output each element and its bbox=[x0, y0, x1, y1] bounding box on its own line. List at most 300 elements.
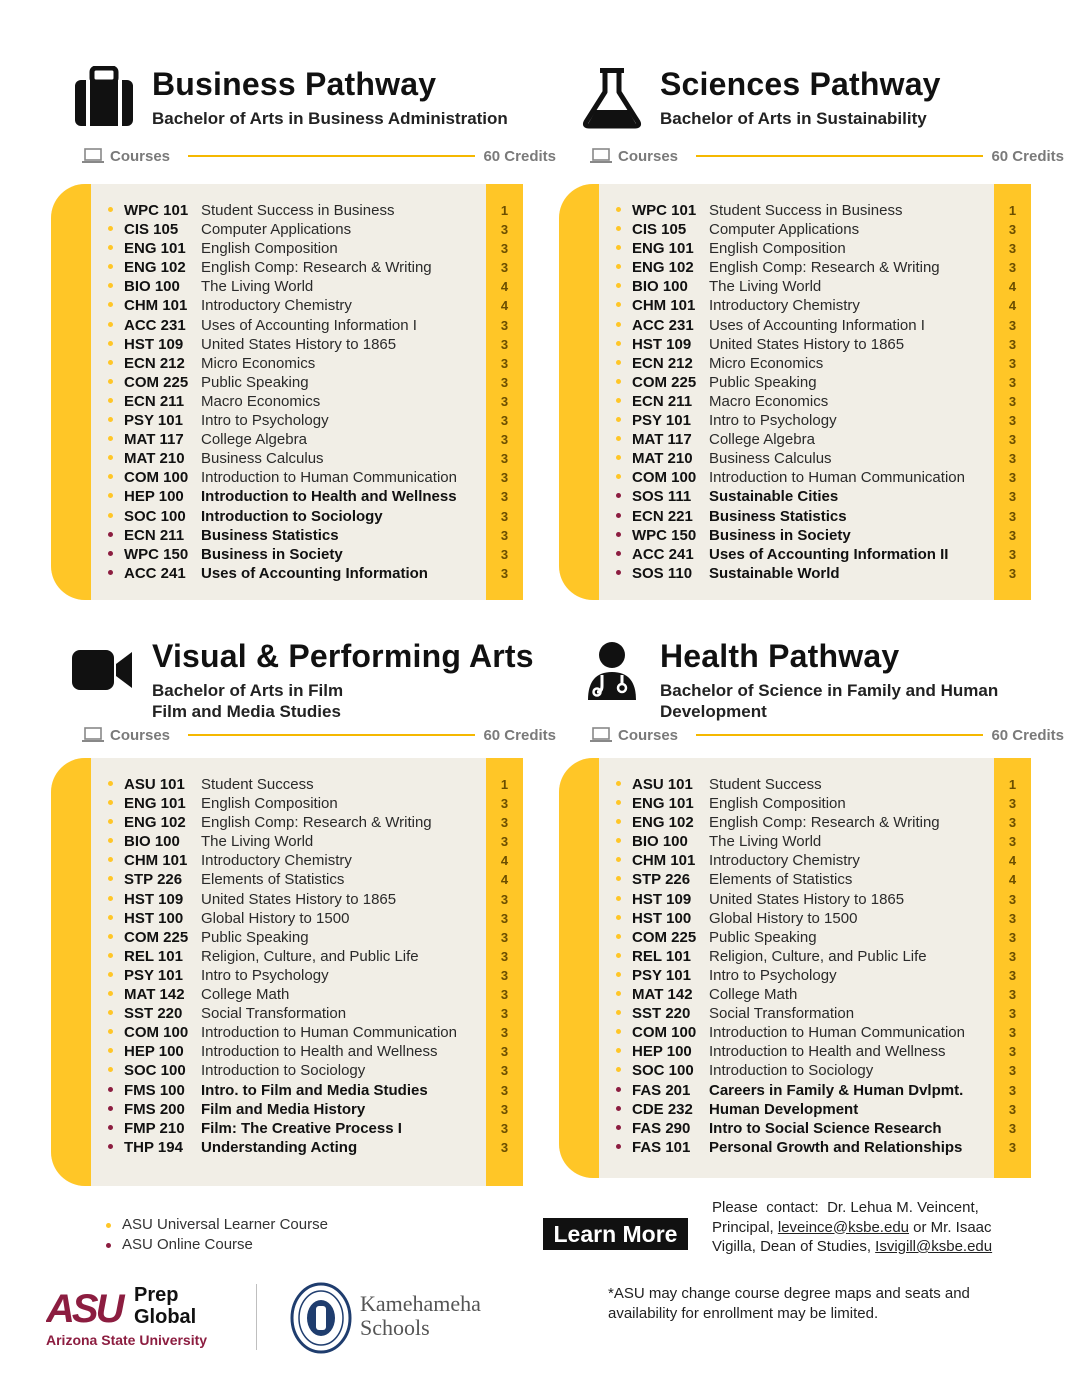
course-credits: 3 bbox=[1008, 910, 1017, 926]
course-code: CHM 101 bbox=[632, 297, 696, 315]
course-row bbox=[559, 1061, 1031, 1080]
gold-bullet-icon bbox=[616, 876, 621, 881]
course-credits: 3 bbox=[1008, 241, 1017, 257]
course-row bbox=[51, 487, 523, 506]
gold-bullet-icon bbox=[108, 417, 113, 422]
course-row bbox=[51, 392, 523, 411]
course-row bbox=[559, 1119, 1031, 1138]
gold-bullet-icon bbox=[108, 474, 113, 479]
maroon-bullet-icon bbox=[616, 551, 621, 556]
course-code: ENG 102 bbox=[124, 814, 186, 832]
course-credits: 1 bbox=[1008, 777, 1017, 792]
gold-bullet-icon bbox=[108, 493, 113, 498]
course-name: Introduction to Human Communication bbox=[709, 469, 965, 487]
gold-bullet-icon bbox=[616, 207, 621, 212]
laptop-icon bbox=[82, 148, 104, 164]
course-credits: 3 bbox=[1008, 1082, 1017, 1098]
course-code: COM 100 bbox=[632, 469, 697, 487]
course-row bbox=[559, 947, 1031, 966]
course-row bbox=[51, 354, 523, 373]
course-code: BIO 100 bbox=[632, 278, 688, 296]
course-code: CHM 101 bbox=[632, 852, 696, 870]
course-row bbox=[559, 354, 1031, 373]
course-name: Introductory Chemistry bbox=[709, 852, 860, 870]
course-code: ENG 102 bbox=[632, 814, 694, 832]
course-row bbox=[51, 316, 523, 335]
course-code: HST 109 bbox=[632, 335, 692, 353]
course-row bbox=[51, 1042, 523, 1061]
course-name: Uses of Accounting Information I bbox=[201, 316, 417, 334]
course-row bbox=[51, 1119, 523, 1138]
gold-bullet-icon bbox=[616, 398, 621, 403]
course-credits: 3 bbox=[500, 1025, 509, 1041]
gold-bullet-icon bbox=[616, 800, 621, 805]
course-credits: 4 bbox=[500, 279, 509, 295]
divider-line bbox=[188, 155, 475, 157]
asu-prep-global-text: Prep Global bbox=[134, 1284, 197, 1328]
gold-bullet-icon bbox=[616, 915, 621, 920]
course-code: ENG 102 bbox=[632, 259, 694, 277]
course-credits: 3 bbox=[500, 565, 509, 581]
course-code: BIO 100 bbox=[124, 833, 180, 851]
course-name: Business Calculus bbox=[709, 450, 832, 468]
gold-bullet-icon bbox=[108, 226, 113, 231]
course-row bbox=[51, 794, 523, 813]
course-name: Global History to 1500 bbox=[709, 909, 858, 927]
course-row bbox=[559, 335, 1031, 354]
course-name: Elements of Statistics bbox=[709, 871, 853, 889]
gold-bullet-icon bbox=[616, 436, 621, 441]
gold-bullet-icon bbox=[616, 1010, 621, 1015]
course-credits: 3 bbox=[1008, 451, 1017, 467]
course-row bbox=[51, 1081, 523, 1100]
course-row bbox=[51, 430, 523, 449]
course-name: Intro. to Film and Media Studies bbox=[201, 1081, 428, 1099]
course-code: SOS 110 bbox=[632, 564, 693, 582]
course-list bbox=[559, 201, 1031, 583]
course-row bbox=[559, 411, 1031, 430]
course-code: COM 100 bbox=[124, 469, 189, 487]
course-code: ECN 221 bbox=[632, 507, 693, 525]
course-name: Introduction to Health and Wellness bbox=[709, 1043, 946, 1061]
gold-bullet-icon bbox=[108, 876, 113, 881]
course-code: FMS 200 bbox=[124, 1100, 185, 1118]
course-name: Careers in Family & Human Dvlpmt. bbox=[709, 1081, 964, 1099]
course-name: College Math bbox=[709, 986, 798, 1004]
course-name: Intro to Psychology bbox=[709, 966, 837, 984]
course-name: Public Speaking bbox=[709, 928, 817, 946]
course-credits: 3 bbox=[1008, 948, 1017, 964]
pathway-title: Health Pathway bbox=[660, 638, 900, 674]
course-row bbox=[51, 1004, 523, 1023]
gold-bullet-icon bbox=[616, 245, 621, 250]
course-panel bbox=[559, 184, 1031, 600]
course-credits: 3 bbox=[1008, 891, 1017, 907]
course-name: Computer Applications bbox=[709, 221, 860, 239]
email-link-vigilla[interactable]: Isvigill@ksbe.edu bbox=[875, 1238, 993, 1255]
pathway-title: Business Pathway bbox=[152, 66, 437, 102]
pathway-subtitle: Bachelor of Science in Family and Human Development bbox=[660, 681, 999, 721]
course-row bbox=[51, 258, 523, 277]
course-name: Business in Society bbox=[201, 545, 343, 563]
course-name: The Living World bbox=[201, 278, 314, 296]
kamehameha-schools-text: Kamehameha Schools bbox=[360, 1291, 481, 1340]
course-name: English Comp: Research & Writing bbox=[709, 259, 940, 277]
divider-line bbox=[696, 155, 983, 157]
course-code: REL 101 bbox=[632, 947, 691, 965]
asu-university-name: Arizona State University bbox=[46, 1332, 208, 1348]
asu-prep-global-logo bbox=[46, 1286, 236, 1350]
course-row bbox=[559, 487, 1031, 506]
maroon-bullet-icon bbox=[616, 1125, 621, 1130]
course-name: Student Success bbox=[201, 776, 314, 793]
course-code: ENG 101 bbox=[124, 795, 186, 813]
maroon-bullet-icon bbox=[108, 1106, 113, 1111]
course-code: CHM 101 bbox=[124, 852, 188, 870]
course-credits: 3 bbox=[500, 393, 509, 409]
gold-bullet-icon bbox=[108, 264, 113, 269]
maroon-bullet-icon bbox=[108, 570, 113, 575]
course-code: CDE 232 bbox=[632, 1100, 693, 1118]
course-credits: 3 bbox=[1008, 967, 1017, 983]
gold-bullet-icon bbox=[108, 972, 113, 977]
course-code: ECN 212 bbox=[124, 354, 185, 372]
courses-header bbox=[590, 146, 1064, 166]
course-code: FAS 290 bbox=[632, 1119, 691, 1137]
course-credits: 3 bbox=[500, 336, 509, 352]
courses-header bbox=[82, 725, 556, 745]
course-code: HEP 100 bbox=[124, 488, 184, 506]
course-credits: 3 bbox=[500, 222, 509, 238]
course-credits: 1 bbox=[500, 203, 509, 218]
gold-bullet-icon bbox=[616, 474, 621, 479]
course-name: United States History to 1865 bbox=[709, 335, 905, 353]
course-credits: 3 bbox=[500, 891, 509, 907]
course-code: FAS 101 bbox=[632, 1138, 691, 1156]
course-credits: 3 bbox=[1008, 1139, 1017, 1155]
gold-bullet-icon bbox=[108, 283, 113, 288]
course-code: SOC 100 bbox=[124, 1062, 186, 1080]
course-row bbox=[559, 909, 1031, 928]
pathway-title: Visual & Performing Arts bbox=[152, 638, 534, 674]
course-code: COM 225 bbox=[632, 928, 697, 946]
course-row bbox=[559, 201, 1031, 220]
course-credits: 3 bbox=[500, 374, 509, 390]
course-credits: 3 bbox=[1008, 929, 1017, 945]
laptop-icon bbox=[590, 148, 612, 164]
course-name: College Math bbox=[201, 986, 290, 1004]
maroon-bullet-icon bbox=[108, 551, 113, 556]
course-credits: 3 bbox=[500, 796, 509, 812]
course-row bbox=[51, 928, 523, 947]
course-name: United States History to 1865 bbox=[709, 890, 905, 908]
course-code: CIS 105 bbox=[124, 221, 179, 239]
course-code: HEP 100 bbox=[124, 1043, 184, 1061]
course-row bbox=[559, 277, 1031, 296]
course-code: FMS 100 bbox=[124, 1081, 185, 1099]
course-row bbox=[559, 832, 1031, 851]
course-credits: 3 bbox=[500, 987, 509, 1003]
course-credits: 3 bbox=[1008, 355, 1017, 371]
course-name: Uses of Accounting Information I bbox=[709, 316, 925, 334]
credits-label: 60 Credits bbox=[483, 726, 556, 744]
course-name: Introduction to Human Communication bbox=[709, 1024, 965, 1042]
contact-info: Please contact: Dr. Lehua M. Veincent, Principal, leveince@ksbe.edu or Mr. Isaac Vigilla, Dean of Studies, Isvigill@ksbe.edu bbox=[712, 1199, 993, 1255]
course-code: BIO 100 bbox=[632, 833, 688, 851]
maroon-bullet-icon bbox=[108, 1087, 113, 1092]
gold-bullet-icon bbox=[108, 1029, 113, 1034]
course-code: CHM 101 bbox=[124, 297, 188, 315]
gold-bullet-icon bbox=[616, 857, 621, 862]
course-name: English Comp: Research & Writing bbox=[709, 814, 940, 832]
gold-bullet-icon bbox=[616, 1029, 621, 1034]
course-name: Religion, Culture, and Public Life bbox=[201, 947, 419, 965]
course-code: CIS 105 bbox=[632, 221, 687, 239]
credits-label: 60 Credits bbox=[483, 147, 556, 165]
course-row bbox=[559, 1100, 1031, 1119]
course-code: ASU 101 bbox=[124, 776, 185, 793]
course-row bbox=[51, 545, 523, 564]
gold-bullet-icon bbox=[616, 264, 621, 269]
course-code: HST 109 bbox=[124, 335, 184, 353]
gold-bullet-icon bbox=[108, 781, 113, 786]
course-credits: 3 bbox=[500, 508, 509, 524]
course-name: Micro Economics bbox=[709, 354, 824, 372]
gold-bullet-icon bbox=[616, 226, 621, 231]
course-code: WPC 150 bbox=[632, 526, 697, 544]
gold-bullet-icon bbox=[108, 379, 113, 384]
course-name: Intro to Psychology bbox=[201, 412, 329, 430]
course-name: Introductory Chemistry bbox=[201, 297, 352, 315]
gold-bullet-icon bbox=[616, 283, 621, 288]
course-row bbox=[51, 468, 523, 487]
course-row bbox=[559, 1004, 1031, 1023]
course-name: Uses of Accounting Information II bbox=[709, 545, 949, 563]
course-code: PSY 101 bbox=[632, 966, 691, 984]
course-credits: 3 bbox=[1008, 796, 1017, 812]
course-name: Film: The Creative Process I bbox=[201, 1119, 402, 1137]
course-code: SOS 111 bbox=[632, 488, 692, 506]
course-code: HST 109 bbox=[632, 890, 692, 908]
pathway-subtitle: Bachelor of Arts in Sustainability bbox=[660, 109, 927, 128]
course-credits: 3 bbox=[500, 355, 509, 371]
course-credits: 3 bbox=[1008, 260, 1017, 276]
course-credits: 3 bbox=[500, 1044, 509, 1060]
course-name: The Living World bbox=[201, 833, 314, 851]
gold-bullet-icon bbox=[616, 302, 621, 307]
course-code: COM 225 bbox=[124, 373, 189, 391]
course-row bbox=[559, 1023, 1031, 1042]
maroon-bullet-icon bbox=[108, 1144, 113, 1149]
course-name: English Comp: Research & Writing bbox=[201, 814, 432, 832]
course-credits: 3 bbox=[1008, 336, 1017, 352]
course-row bbox=[51, 335, 523, 354]
gold-bullet-icon bbox=[616, 991, 621, 996]
course-row bbox=[51, 1100, 523, 1119]
course-code: MAT 142 bbox=[124, 986, 185, 1004]
course-row bbox=[51, 449, 523, 468]
gold-bullet-icon bbox=[108, 896, 113, 901]
course-row bbox=[559, 813, 1031, 832]
course-row bbox=[51, 277, 523, 296]
course-name: Intro to Psychology bbox=[201, 966, 329, 984]
courses-label: Courses bbox=[618, 147, 679, 165]
gold-bullet-icon bbox=[108, 360, 113, 365]
course-credits: 3 bbox=[500, 834, 509, 850]
course-row bbox=[559, 1138, 1031, 1157]
course-row bbox=[51, 1023, 523, 1042]
pathway-subtitle: Bachelor of Arts in Film Film and Media Studies bbox=[152, 681, 344, 721]
course-name: Intro to Social Science Research bbox=[709, 1119, 942, 1137]
course-row bbox=[51, 507, 523, 526]
course-row bbox=[559, 468, 1031, 487]
courses-label: Courses bbox=[110, 726, 171, 744]
course-credits: 3 bbox=[1008, 565, 1017, 581]
health-worker-icon bbox=[580, 638, 644, 702]
gold-bullet-icon bbox=[108, 800, 113, 805]
course-credits: 3 bbox=[500, 451, 509, 467]
course-credits: 3 bbox=[500, 1006, 509, 1022]
course-credits: 3 bbox=[500, 1101, 509, 1117]
course-name: United States History to 1865 bbox=[201, 335, 397, 353]
gold-bullet-icon bbox=[108, 934, 113, 939]
course-credits: 3 bbox=[500, 470, 509, 486]
gold-bullet-icon bbox=[108, 302, 113, 307]
course-row bbox=[51, 909, 523, 928]
course-name: Introduction to Sociology bbox=[201, 507, 383, 525]
course-code: ENG 102 bbox=[124, 259, 186, 277]
kamehameha-schools-logo bbox=[290, 1282, 520, 1358]
course-code: PSY 101 bbox=[632, 412, 691, 430]
divider-line bbox=[696, 734, 983, 736]
course-code: ACC 231 bbox=[632, 316, 694, 334]
course-code: ECN 211 bbox=[124, 526, 185, 544]
course-credits: 3 bbox=[1008, 1120, 1017, 1136]
maroon-bullet-icon bbox=[616, 570, 621, 575]
course-row bbox=[559, 373, 1031, 392]
course-credits: 3 bbox=[1008, 489, 1017, 505]
course-panel bbox=[51, 184, 523, 600]
course-credits: 3 bbox=[1008, 317, 1017, 333]
course-credits: 3 bbox=[500, 910, 509, 926]
course-name: English Composition bbox=[201, 795, 338, 813]
course-name: Macro Economics bbox=[201, 392, 321, 410]
course-name: English Comp: Research & Writing bbox=[201, 259, 432, 277]
gold-bullet-icon bbox=[616, 360, 621, 365]
course-row bbox=[51, 985, 523, 1004]
course-name: Introduction to Sociology bbox=[201, 1062, 366, 1080]
pathway-subtitle: Bachelor of Arts in Business Administration bbox=[152, 109, 508, 128]
email-link-veincent[interactable]: leveince@ksbe.edu bbox=[777, 1218, 909, 1236]
course-name: Personal Growth and Relationships bbox=[709, 1138, 963, 1156]
maroon-bullet-icon bbox=[106, 1243, 111, 1248]
course-row bbox=[51, 564, 523, 583]
course-code: WPC 101 bbox=[632, 202, 697, 219]
maroon-bullet-icon bbox=[616, 1087, 621, 1092]
svg-text:ASU: ASU bbox=[46, 1287, 122, 1328]
gold-bullet-icon bbox=[616, 953, 621, 958]
course-code: MAT 117 bbox=[632, 431, 692, 449]
course-name: Student Success in Business bbox=[709, 202, 903, 219]
course-code: ENG 101 bbox=[124, 240, 186, 258]
course-row bbox=[559, 564, 1031, 583]
course-name: Student Success bbox=[709, 776, 822, 793]
course-credits: 3 bbox=[500, 948, 509, 964]
course-code: FMP 210 bbox=[124, 1119, 185, 1137]
course-name: Student Success in Business bbox=[201, 202, 395, 219]
course-code: MAT 142 bbox=[632, 986, 693, 1004]
course-panel bbox=[51, 758, 523, 1186]
course-code: ACC 241 bbox=[124, 564, 186, 582]
kamehameha-seal-icon bbox=[290, 1282, 352, 1354]
course-name: English Composition bbox=[709, 795, 846, 813]
course-credits: 1 bbox=[1008, 203, 1017, 218]
course-row bbox=[51, 966, 523, 985]
course-credits: 3 bbox=[500, 1063, 509, 1079]
course-credits: 3 bbox=[1008, 508, 1017, 524]
gold-bullet-icon bbox=[108, 455, 113, 460]
gold-bullet-icon bbox=[616, 934, 621, 939]
course-code: FAS 201 bbox=[632, 1081, 691, 1099]
course-row bbox=[51, 813, 523, 832]
course-name: Introductory Chemistry bbox=[201, 852, 352, 870]
laptop-icon bbox=[82, 727, 104, 743]
disclaimer: *ASU may change course degree maps and seats and availability for enrollment may be limited. bbox=[608, 1285, 970, 1322]
course-credits: 3 bbox=[500, 527, 509, 543]
course-row bbox=[51, 526, 523, 545]
course-name: Introduction to Human Communication bbox=[201, 1024, 457, 1042]
course-code: ECN 211 bbox=[632, 392, 693, 410]
gold-bullet-icon bbox=[616, 896, 621, 901]
course-list bbox=[51, 201, 523, 583]
course-credits: 3 bbox=[500, 1139, 509, 1155]
maroon-bullet-icon bbox=[616, 532, 621, 537]
course-row bbox=[51, 1138, 523, 1157]
course-name: College Algebra bbox=[709, 431, 815, 449]
maroon-bullet-icon bbox=[108, 532, 113, 537]
course-code: THP 194 bbox=[124, 1138, 183, 1156]
gold-bullet-icon bbox=[616, 972, 621, 977]
course-credits: 4 bbox=[500, 853, 509, 869]
course-name: The Living World bbox=[709, 278, 822, 296]
course-name: College Algebra bbox=[201, 431, 307, 449]
course-name: Introduction to Sociology bbox=[709, 1062, 874, 1080]
course-credits: 4 bbox=[1008, 298, 1017, 314]
pathway-title: Sciences Pathway bbox=[660, 66, 941, 102]
course-name: English Composition bbox=[709, 240, 846, 258]
course-name: United States History to 1865 bbox=[201, 890, 397, 908]
learn-more-button[interactable]: Learn More bbox=[543, 1218, 688, 1250]
course-name: Human Development bbox=[709, 1100, 859, 1118]
gold-bullet-icon bbox=[106, 1223, 111, 1228]
course-code: MAT 117 bbox=[124, 431, 184, 449]
course-row bbox=[559, 928, 1031, 947]
course-credits: 4 bbox=[1008, 872, 1017, 888]
laptop-icon bbox=[590, 727, 612, 743]
maroon-bullet-icon bbox=[108, 1125, 113, 1130]
maroon-bullet-icon bbox=[616, 1106, 621, 1111]
course-row bbox=[51, 411, 523, 430]
course-code: REL 101 bbox=[124, 947, 183, 965]
gold-bullet-icon bbox=[108, 857, 113, 862]
course-row bbox=[559, 296, 1031, 315]
course-credits: 3 bbox=[500, 260, 509, 276]
course-row bbox=[51, 220, 523, 239]
course-row bbox=[559, 870, 1031, 889]
course-code: PSY 101 bbox=[124, 966, 183, 984]
course-row bbox=[51, 239, 523, 258]
course-name: Public Speaking bbox=[201, 373, 309, 391]
